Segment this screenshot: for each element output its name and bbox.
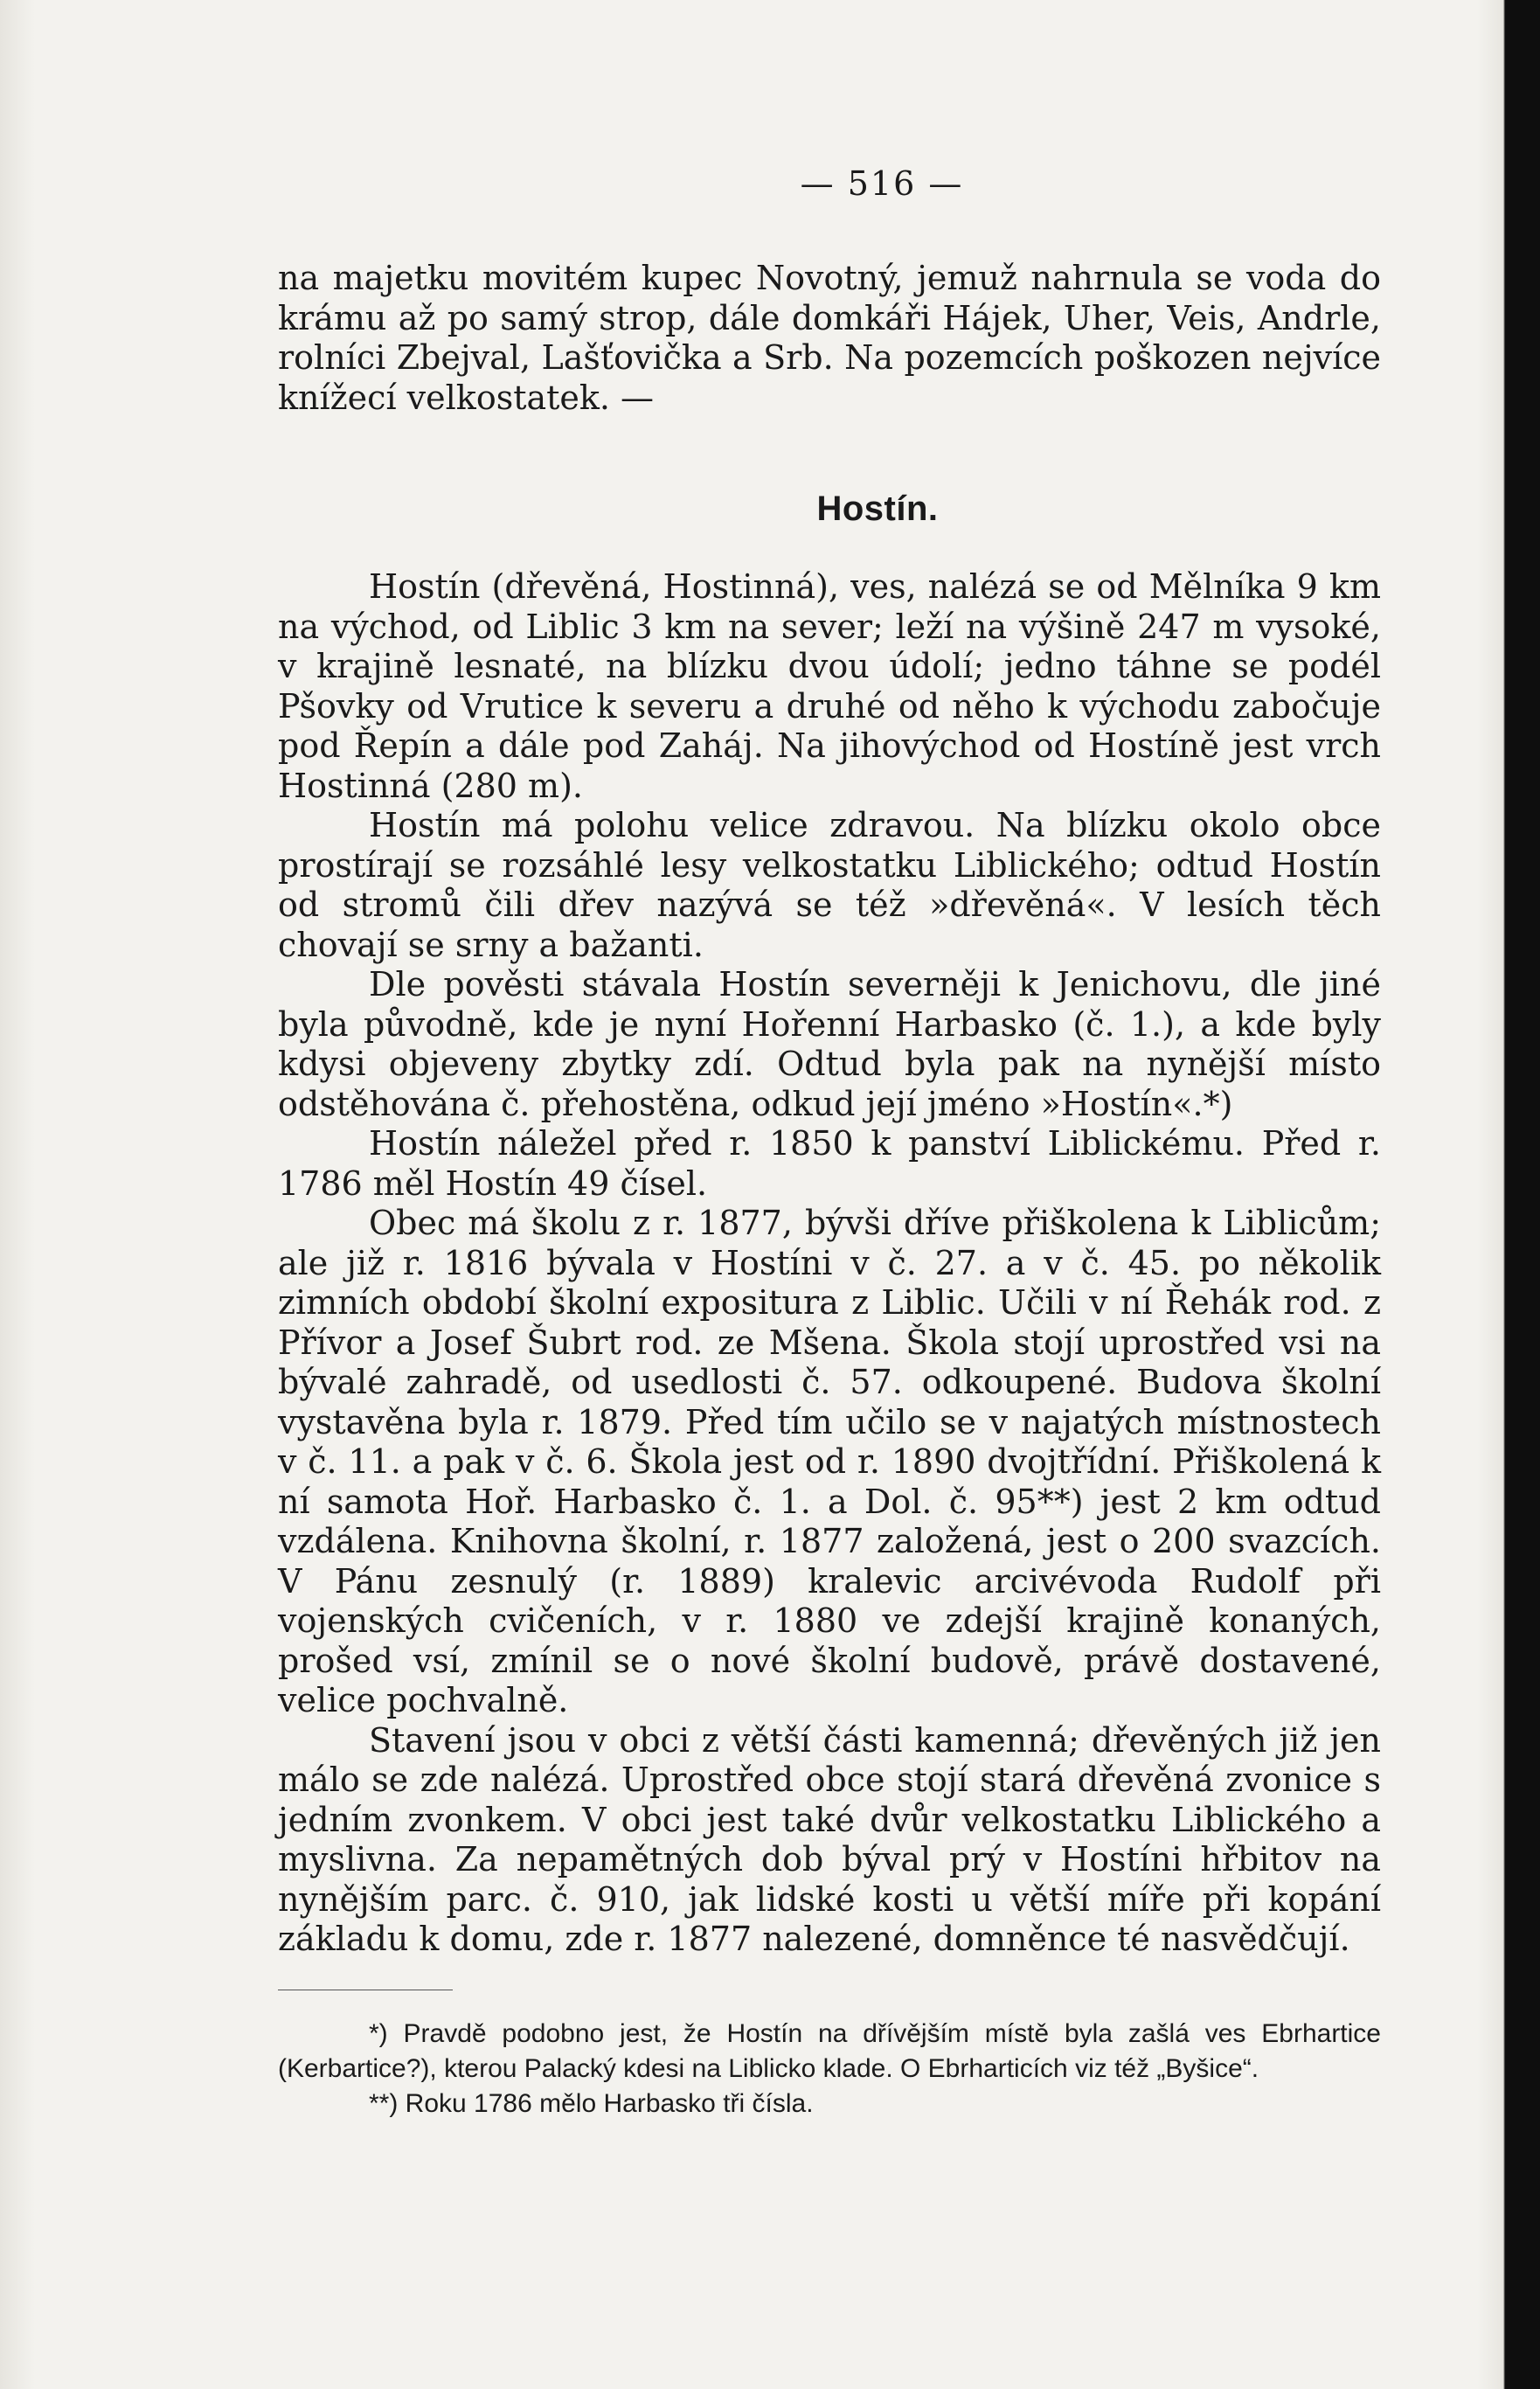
paragraph-history: Hostín náležel před r. 1850 k panství Liblickému. Před r. 1786 měl Hostín 49 čísel. [278, 1124, 1381, 1203]
paragraph-buildings: Stavení jsou v obci z větší části kamenná; dřevěných již jen málo se zde nalézá. Uprostřed obce stojí stará dřevěná zvonice s jedním zvonkem. V obci jest také dvůr velkostatku Liblického a myslivna. Za nepamětných dob býval prý v Hostíni hřbitov na nynějším parc. č. 910, jak lidské kosti u větší míře při kopání základu k domu, zde r. 1877 nalezené, domněnce té nasvědčují. [278, 1720, 1381, 1958]
binding-edge [1505, 0, 1540, 2389]
paragraph-climate: Hostín má polohu velice zdravou. Na blízku okolo obce prostírají se rozsáhlé lesy velkostatku Liblického; odtud Hostín od stromů čili dřev nazývá se též »dřevěná«. V lesích těch chovají se srny a bažanti. [278, 806, 1381, 964]
page-number: — 516 — [800, 164, 964, 203]
intro-paragraph: na majetku movitém kupec Novotný, jemuž nahrnula se voda do krámu až po samý strop, dále domkáři Hájek, Uher, Veis, Andrle, rolníci Zbejval, Lašťovička a Srb. Na pozemcích poškozen nejvíce knížecí velkostatek. — [278, 259, 1381, 417]
page-content [278, 149, 1381, 2122]
paragraph-legend: Dle pověsti stávala Hostín severněji k Jenichovu, dle jiné byla původně, kde je nyní Hořenní Harbasko (č. 1.), a kde byly kdysi objeveny zbytky zdí. Odtud byla pak na nynější místo odstěhována č. přehostěna, odkud její jméno »Hostín«.*) [278, 965, 1381, 1123]
footnote-2: **) Roku 1786 mělo Harbasko tři čísla. [369, 2088, 814, 2118]
footnote-1: *) Pravdě podobno jest, že Hostín na dřívějším místě byla zašlá ves Ebrhartice (Kerbartice?), kterou Palacký kdesi na Liblicko klade. O Ebrharticích viz též „Byšice“. [278, 2018, 1381, 2083]
section-title: Hostín. [816, 490, 939, 528]
paragraph-school: Obec má školu z r. 1877, bývši dříve přiškolena k Liblicům; ale již r. 1816 bývala v Hostíni v č. 27. a v č. 45. po několik zimních období školní expositura z Liblic. Učili v ní Řehák rod. z Přívor a Josef Šubrt rod. ze Mšena. Škola stojí uprostřed vsi na bývalé zahradě, od usedlosti č. 57. odkoupené. Budova školní vystavěna byla r. 1879. Před tím učilo se v najatých místnostech v č. 11. a pak v č. 6. Škola jest od r. 1890 dvojtřídní. Přiškolená k ní samota Hoř. Harbasko č. 1. a Dol. č. 95**) jest 2 km odtud vzdálena. Knihovna školní, r. 1877 založená, jest o 200 svazcích. V Pánu zesnulý (r. 1889) kralevic arcivévoda Rudolf při vojenských cvičeních, v r. 1880 ve zdejší krajině konaných, prošed vsí, zmínil se o nové školní budově, právě dostavené, velice pochvalně. [278, 1204, 1381, 1719]
paragraph-location: Hostín (dřevěná, Hostinná), ves, nalézá se od Mělníka 9 km na východ, od Liblic 3 km na sever; leží na výšině 247 m vysoké, v krajině lesnaté, na blízku dvou údolí; jedno táhne se podél Pšovky od Vrutice k severu a druhé od něho k východu zabočuje pod Řepín a dále pod Zaháj. Na jihovýchod od Hostíně jest vrch Hostinná (280 m). [278, 567, 1381, 805]
